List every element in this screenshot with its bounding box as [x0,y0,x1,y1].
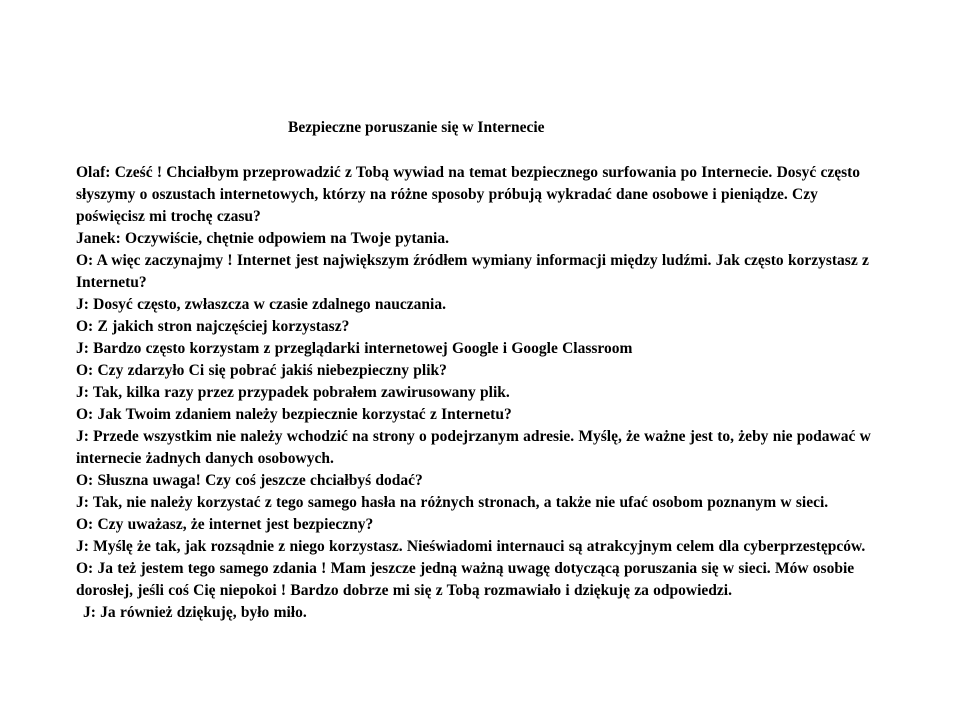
dialogue-line: Olaf: Cześć ! Chciałbym przeprowadzić z Tobą wywiad na temat bezpiecznego surfowania po Internecie. Dosyć często słyszymy o oszustach internetowych, którzy na różne sposoby próbują wykradać dane osobowe i pieniądze. Czy poświęcisz mi trochę czasu? [76,164,861,225]
dialogue-line: O: Jak Twoim zdaniem należy bezpiecznie korzystać z Internetu? [76,406,512,423]
document-title: Bezpieczne poruszanie się w Internecie [288,119,545,136]
dialogue-line: O: Czy uważasz, że internet jest bezpieczny? [76,516,374,533]
dialogue-line: O: Z jakich stron najczęściej korzystasz? [76,318,350,335]
dialogue-line: J: Przede wszystkim nie należy wchodzić na strony o podejrzanym adresie. Myślę, że ważne jest to, żeby nie podawać w internecie żadnych danych osobowych. [76,428,871,467]
dialogue-line: J: Myślę że tak, jak rozsądnie z niego korzystasz. Nieświadomi internauci są atrakcyjnym celem dla cyberprzestępców. [76,538,866,555]
dialogue-line: O: A więc zaczynajmy ! Internet jest największym źródłem wymiany informacji między ludźmi. Jak często korzystasz z Internetu? [76,252,869,291]
interview-dialogue [76,162,876,624]
dialogue-line: O: Czy zdarzyło Ci się pobrać jakiś niebezpieczny plik? [76,362,447,379]
dialogue-line: O: Słuszna uwaga! Czy coś jeszcze chciałbyś dodać? [76,472,423,489]
dialogue-line: J: Tak, nie należy korzystać z tego samego hasła na różnych stronach, a także nie ufać osobom poznanym w sieci. [76,494,829,511]
dialogue-line: Janek: Oczywiście, chętnie odpowiem na Twoje pytania. [76,230,449,247]
dialogue-line: J: Bardzo często korzystam z przeglądarki internetowej Google i Google Classroom [76,340,633,357]
dialogue-line: J: Tak, kilka razy przez przypadek pobrałem zawirusowany plik. [76,384,510,401]
dialogue-line: J: Ja również dziękuję, było miło. [83,604,307,621]
dialogue-line: O: Ja też jestem tego samego zdania ! Mam jeszcze jedną ważną uwagę dotyczącą poruszania się w sieci. Mów osobie dorosłej, jeśli coś Cię niepokoi ! Bardzo dobrze mi się z Tobą rozmawiało i dziękuję za odpowiedzi. [76,560,855,599]
dialogue-line: J: Dosyć często, zwłaszcza w czasie zdalnego nauczania. [76,296,446,313]
